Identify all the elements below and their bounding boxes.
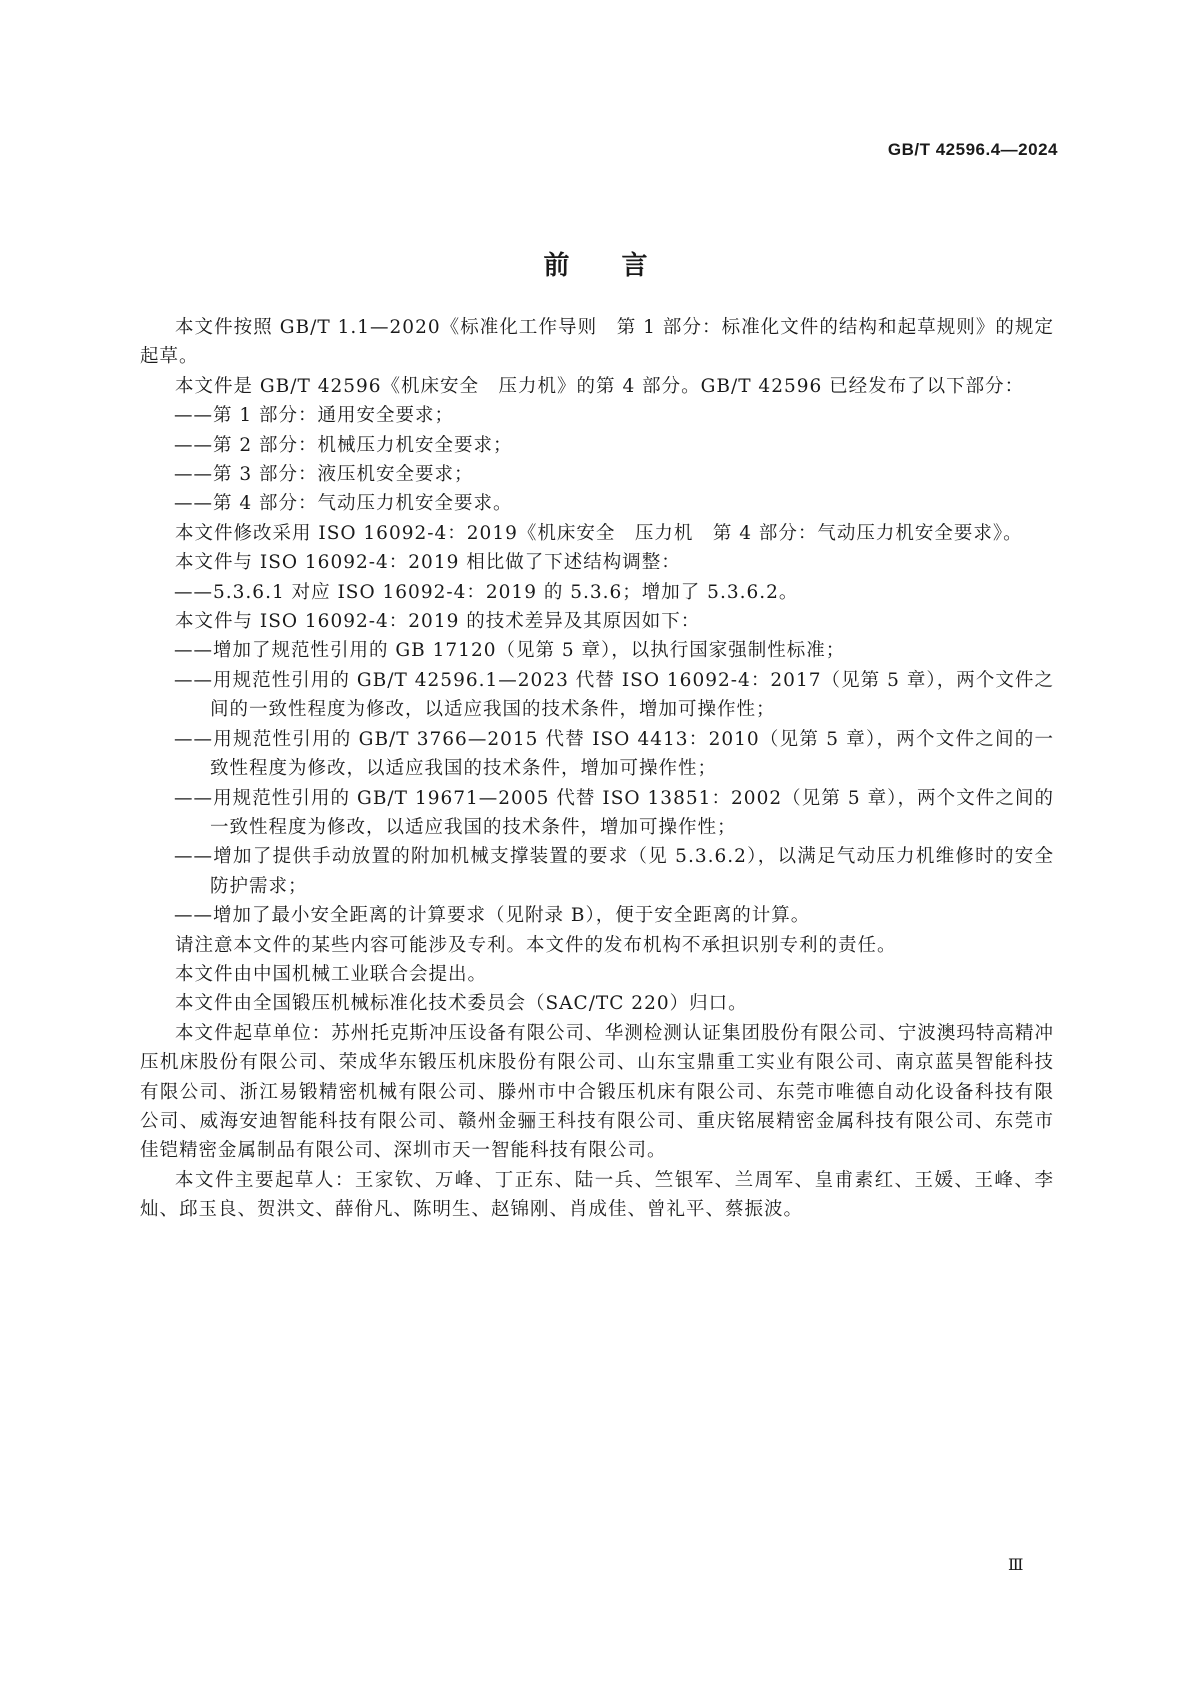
page-number: Ⅲ bbox=[1008, 1555, 1024, 1574]
list-item: ——第 2 部分：机械压力机安全要求； bbox=[174, 434, 513, 456]
page-title bbox=[0, 245, 1191, 282]
paragraph: 本文件修改采用 ISO 16092-4：2019《机床安全 压力机 第 4 部分：气动压力机安全要求》。 bbox=[175, 522, 1023, 544]
list-item: ——5.3.6.1 对应 ISO 16092-4：2019 的 5.3.6；增加了 5.3.6.2。 bbox=[174, 581, 799, 603]
paragraph: 本文件与 ISO 16092-4：2019 的技术差异及其原因如下： bbox=[175, 611, 701, 633]
paragraph: 本文件由中国机械工业联合会提出。 bbox=[175, 963, 488, 985]
list-item: ——用规范性引用的 GB/T 3766—2015 代替 ISO 4413：2010（见第 5 章），两个文件之间的一致性程度为修改，以适应我国的技术条件，增加可操作性； bbox=[174, 728, 1054, 780]
list-item: ——增加了最小安全距离的计算要求（见附录 B），便于安全距离的计算。 bbox=[174, 905, 811, 927]
list-item: ——增加了提供手动放置的附加机械支撑装置的要求（见 5.3.6.2），以满足气动压力机维修时的安全防护需求； bbox=[174, 846, 1054, 897]
list-item: ——用规范性引用的 GB/T 19671—2005 代替 ISO 13851：2002（见第 5 章），两个文件之间的一致性程度为修改，以适应我国的技术条件，增加可操作性； bbox=[174, 787, 1054, 838]
list-item: ——第 4 部分：气动压力机安全要求。 bbox=[174, 493, 513, 515]
paragraph: 本文件是 GB/T 42596《机床安全 压力机》的第 4 部分。GB/T 42596 已经发布了以下部分： bbox=[175, 375, 1025, 397]
list-item: ——用规范性引用的 GB/T 42596.1—2023 代替 ISO 16092-4：2017（见第 5 章），两个文件之间的一致性程度为修改，以适应我国的技术条件，增加可操作性； bbox=[174, 669, 1054, 721]
list-item: ——增加了规范性引用的 GB 17120（见第 5 章），以执行国家强制性标准； bbox=[174, 640, 846, 662]
paragraph: 请注意本文件的某些内容可能涉及专利。本文件的发布机构不承担识别专利的责任。 bbox=[175, 934, 897, 956]
paragraph: 本文件与 ISO 16092-4：2019 相比做了下述结构调整： bbox=[175, 552, 681, 574]
paragraph: 本文件由全国锻压机械标准化技术委员会（SAC/TC 220）归口。 bbox=[175, 993, 748, 1015]
paragraph: 本文件按照 GB/T 1.1—2020《标准化工作导则 第 1 部分：标准化文件的结构和起草规则》的规定起草。 bbox=[140, 317, 1054, 368]
foreword-body bbox=[140, 313, 1054, 1225]
list-item: ——第 3 部分：液压机安全要求； bbox=[174, 464, 474, 486]
paragraph: 本文件主要起草人：王家钦、万峰、丁正东、陆一兵、竺银军、兰周军、皇甫素红、王媛、王峰、李灿、邱玉良、贺洪文、薛佾凡、陈明生、赵锦刚、肖成佳、曾礼平、蔡振波。 bbox=[140, 1169, 1054, 1221]
list-item: ——第 1 部分：通用安全要求； bbox=[174, 405, 455, 427]
standard-number: GB/T 42596.4—2024 bbox=[887, 140, 1058, 159]
title-char: 言 bbox=[621, 251, 648, 281]
title-char: 前 bbox=[543, 251, 570, 281]
paragraph: 本文件起草单位：苏州托克斯冲压设备有限公司、华测检测认证集团股份有限公司、宁波澳玛特高精冲压机床股份有限公司、荣成华东锻压机床股份有限公司、山东宝鼎重工实业有限公司、南京蓝昊智能科技有限公司、浙江易锻精密机械有限公司、滕州市中合锻压机床有限公司、东莞市唯德自动化设备科技有限公司、威海安迪智能科技有限公司、赣州金骊王科技有限公司、重庆铭展精密金属科技有限公司、东莞市佳铠精密金属制品有限公司、深圳市天一智能科技有限公司。 bbox=[140, 1022, 1054, 1162]
